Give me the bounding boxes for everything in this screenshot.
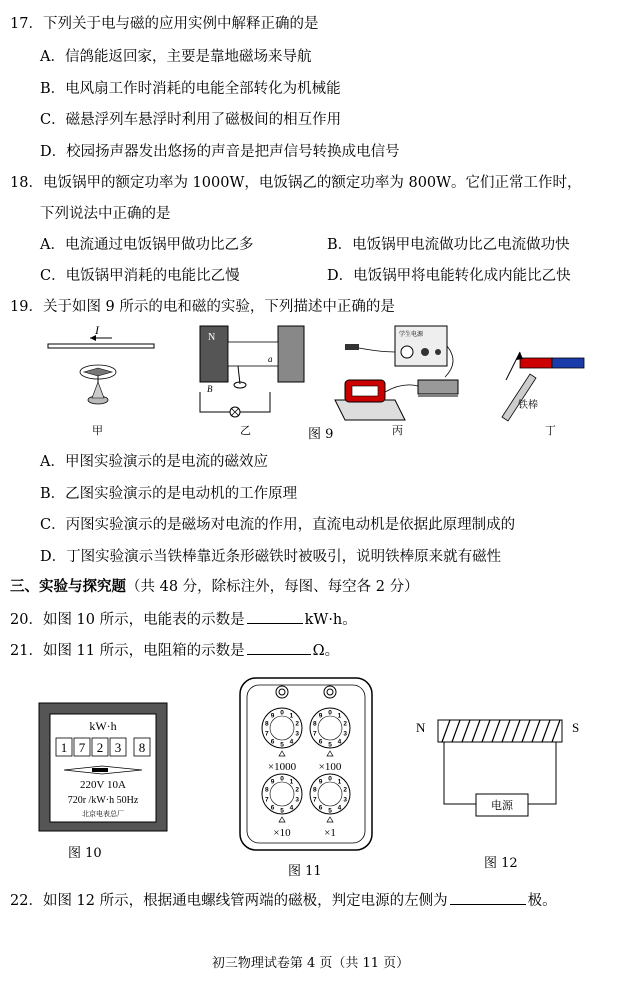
dial-numeral: 4 xyxy=(337,804,342,812)
q18-stem-line1: 18．电饭锅甲的额定功率为 1000W，电饭锅乙的额定功率为 800W。它们正常工作时， xyxy=(10,175,582,191)
dial-numeral: 2 xyxy=(295,786,300,794)
q19-option-b: B．乙图实验演示的是电动机的工作原理 xyxy=(40,486,298,502)
dial-numeral: 6 xyxy=(318,738,323,746)
figure-9-bing xyxy=(335,326,458,420)
dial-numeral: 6 xyxy=(270,804,275,812)
dial-numeral: 0 xyxy=(280,775,284,783)
dial-numeral: 3 xyxy=(295,796,300,804)
dial-numeral: 5 xyxy=(280,741,284,749)
figure-9-ding xyxy=(502,352,584,421)
dial-numeral: 1 xyxy=(289,712,294,720)
page-footer: 初三物理试卷第 4 页（共 11 页） xyxy=(211,956,410,971)
multiplier-10: ×10 xyxy=(273,827,291,839)
dial-numeral: 0 xyxy=(328,709,332,717)
figure-11-resistance-box xyxy=(238,676,376,854)
dial-numeral: 1 xyxy=(337,712,342,720)
q17-option-b: B．电风扇工作时消耗的电能全部转化为机械能 xyxy=(40,81,341,97)
q20-text: 20．如图 10 所示，电能表的示数是 xyxy=(10,612,245,628)
north-pole-label: N xyxy=(208,332,216,343)
label-a: a xyxy=(268,354,273,364)
dial-numeral: 2 xyxy=(343,720,348,728)
q22-text: 22．如图 12 所示，根据通电螺线管两端的磁极，判定电源的左侧为 xyxy=(10,893,448,909)
q17-stem: 17．下列关于电与磁的应用实例中解释正确的是 xyxy=(10,16,319,32)
dial-numeral: 8 xyxy=(312,720,317,728)
power-box-label: 学生电源 xyxy=(399,332,424,338)
dial-numeral: 4 xyxy=(289,804,294,812)
meter-digit: 3 xyxy=(114,740,122,755)
section-3-title: 三、实验与探究题 xyxy=(10,578,126,595)
dial-numeral: 0 xyxy=(328,775,332,783)
dial-numeral: 8 xyxy=(312,786,317,794)
figure-9-label-bing: 丙 xyxy=(392,424,403,437)
dial-numeral: 2 xyxy=(343,786,348,794)
left-pole-label: N xyxy=(416,720,426,735)
dial-numeral: 9 xyxy=(270,712,275,720)
q22-answer-blank[interactable] xyxy=(450,890,526,905)
dial-knob xyxy=(270,782,294,806)
dial-numeral: 5 xyxy=(328,741,332,749)
q20 xyxy=(10,609,357,630)
dial-numeral: 1 xyxy=(289,778,294,786)
q17-option-c: C．磁悬浮列车悬浮时利用了磁极间的相互作用 xyxy=(40,112,342,128)
q22 xyxy=(10,890,557,911)
meter-digit: 7 xyxy=(78,740,86,755)
power-source-label: 电源 xyxy=(491,799,513,812)
dial-numeral: 2 xyxy=(295,720,300,728)
figure-12-solenoid xyxy=(410,712,595,842)
dial-numeral: 5 xyxy=(280,807,284,815)
multiplier-1: ×1 xyxy=(324,827,336,839)
q18-option-b: B．电饭锅甲电流做功比乙电流做功快 xyxy=(327,237,570,253)
section-3-note: （共 48 分，除标注外，每图、每空各 2 分） xyxy=(126,579,419,595)
dial-numeral: 6 xyxy=(318,804,323,812)
figure-10-caption: 图 10 xyxy=(68,846,102,861)
dial-numeral: 7 xyxy=(264,796,269,804)
dial-numeral: 9 xyxy=(270,778,275,786)
dial-numeral: 3 xyxy=(295,730,300,738)
q18-option-d: D．电饭锅甲将电能转化成内能比乙快 xyxy=(327,268,571,284)
iron-rod-label: 铁棒 xyxy=(518,400,538,411)
dial-numeral: 9 xyxy=(318,778,323,786)
meter-rating-voltage-current: 220V 10A xyxy=(80,779,126,791)
q21-answer-blank[interactable] xyxy=(247,640,311,655)
q18-option-c: C．电饭锅甲消耗的电能比乙慢 xyxy=(40,268,240,284)
q17-option-d: D．校园扬声器发出悠扬的声音是把声信号转换成电信号 xyxy=(40,144,400,160)
figure-9 xyxy=(40,322,600,447)
q18-stem-line2: 下列说法中正确的是 xyxy=(40,206,171,222)
current-symbol: I xyxy=(95,323,99,337)
q17-option-a: A．信鸽能返回家，主要是靠地磁场来导航 xyxy=(40,49,312,65)
meter-digit: 1 xyxy=(60,740,68,755)
figure-9-yi xyxy=(200,326,304,417)
dial-numeral: 4 xyxy=(289,738,294,746)
figure-11-caption: 图 11 xyxy=(288,864,322,879)
q18-option-a: A．电流通过电饭锅甲做功比乙多 xyxy=(40,237,254,253)
q19-option-a: A．甲图实验演示的是电流的磁效应 xyxy=(40,454,268,470)
dial-numeral: 8 xyxy=(264,786,269,794)
q20-answer-blank[interactable] xyxy=(247,609,303,624)
dial-numeral: 8 xyxy=(264,720,269,728)
dial-numeral: 7 xyxy=(312,796,317,804)
dial-numeral: 1 xyxy=(337,778,342,786)
meter-maker: 北京电表总厂 xyxy=(82,810,124,818)
dial-numeral: 3 xyxy=(343,796,348,804)
figure-9-label-jia: 甲 xyxy=(92,424,103,437)
meter-digit: 8 xyxy=(138,740,146,755)
dial-numeral: 4 xyxy=(337,738,342,746)
multiplier-100: ×100 xyxy=(318,761,342,773)
multiplier-1000: ×1000 xyxy=(267,761,297,773)
q19-stem: 19．关于如图 9 所示的电和磁的实验，下列描述中正确的是 xyxy=(10,299,395,315)
dial-knob xyxy=(318,716,342,740)
figure-9-label-ding: 丁 xyxy=(545,424,556,437)
dial-numeral: 5 xyxy=(328,807,332,815)
figure-9-caption: 图 9 xyxy=(308,427,334,442)
q21-unit: Ω。 xyxy=(312,643,340,659)
figure-9-label-yi: 乙 xyxy=(240,424,251,437)
q21 xyxy=(10,640,339,661)
meter-rating-revs-freq: 720r /kW·h 50Hz xyxy=(67,795,139,806)
meter-unit: kW·h xyxy=(89,719,117,733)
q22-unit: 极。 xyxy=(527,893,557,909)
dial-knob xyxy=(318,782,342,806)
q19-option-c: C．丙图实验演示的是磁场对电流的作用，直流电动机是依据此原理制成的 xyxy=(40,517,516,533)
right-pole-label: S xyxy=(572,720,580,735)
figure-10-energy-meter xyxy=(38,702,170,834)
dial-numeral: 6 xyxy=(270,738,275,746)
dial-numeral: 0 xyxy=(280,709,284,717)
dial-numeral: 9 xyxy=(318,712,323,720)
dial-numeral: 3 xyxy=(343,730,348,738)
dial-numeral: 7 xyxy=(312,730,317,738)
figure-9-jia xyxy=(48,323,154,404)
meter-digit: 2 xyxy=(96,740,104,755)
label-b: B xyxy=(207,384,213,394)
q19-option-d: D．丁图实验演示当铁棒靠近条形磁铁时被吸引，说明铁棒原来就有磁性 xyxy=(40,549,502,565)
q20-unit: kW·h。 xyxy=(304,612,357,628)
figure-12-caption: 图 12 xyxy=(484,856,518,871)
dial-numeral: 7 xyxy=(264,730,269,738)
dial-knob xyxy=(270,716,294,740)
section-3-heading xyxy=(10,577,419,597)
q21-text: 21．如图 11 所示，电阻箱的示数是 xyxy=(10,643,245,659)
